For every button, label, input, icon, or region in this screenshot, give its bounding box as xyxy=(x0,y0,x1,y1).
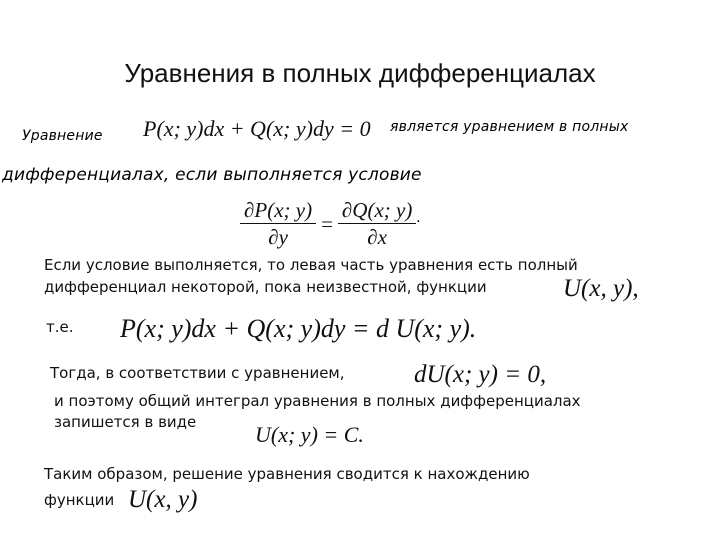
para2-equation: P(x; y)dx + Q(x; y)dy = d U(x; y). xyxy=(120,314,477,343)
para4-line1: и поэтому общий интеграл уравнения в полных дифференциалах xyxy=(54,392,581,410)
condition-equals: = xyxy=(321,211,333,236)
condition-lhs-denominator: ∂y xyxy=(268,225,288,249)
para1-line1: Если условие выполняется, то левая часть уравнения есть полный xyxy=(44,256,578,274)
intro-word-equation: Уравнение xyxy=(22,128,103,144)
condition-period: . xyxy=(416,209,421,226)
para3-equation: dU(x; y) = 0, xyxy=(414,361,547,388)
main-equation: P(x; y)dx + Q(x; y)dy = 0 xyxy=(143,116,371,141)
para1-function: U(x, y), xyxy=(563,275,639,302)
condition-lhs-numerator: ∂P(x; y) xyxy=(240,200,316,224)
page-title: Уравнения в полных дифференциалах xyxy=(124,58,596,88)
para2-ie: т.е. xyxy=(46,318,74,336)
para4-line2: запишется в виде xyxy=(54,413,197,431)
condition-rhs-denominator: ∂x xyxy=(367,225,387,249)
condition-lhs-fraction xyxy=(240,200,316,248)
para5-function: U(x, y) xyxy=(128,486,198,513)
para4-equation: U(x; y) = C. xyxy=(255,422,364,447)
para5-line2: функции xyxy=(44,491,115,509)
intro-is-equation-text: является уравнением в полных xyxy=(390,119,629,135)
para3-text: Тогда, в соответствии с уравнением, xyxy=(50,364,345,382)
condition-rhs-numerator: ∂Q(x; y) xyxy=(338,200,416,224)
condition-rhs-fraction xyxy=(338,200,416,248)
para5-line1: Таким образом, решение уравнения сводится к нахождению xyxy=(44,465,530,483)
exactness-condition xyxy=(240,200,420,248)
intro-condition-line: дифференциалах, если выполняется условие xyxy=(2,165,422,185)
para1-line2: дифференциал некоторой, пока неизвестной, функции xyxy=(44,278,487,296)
